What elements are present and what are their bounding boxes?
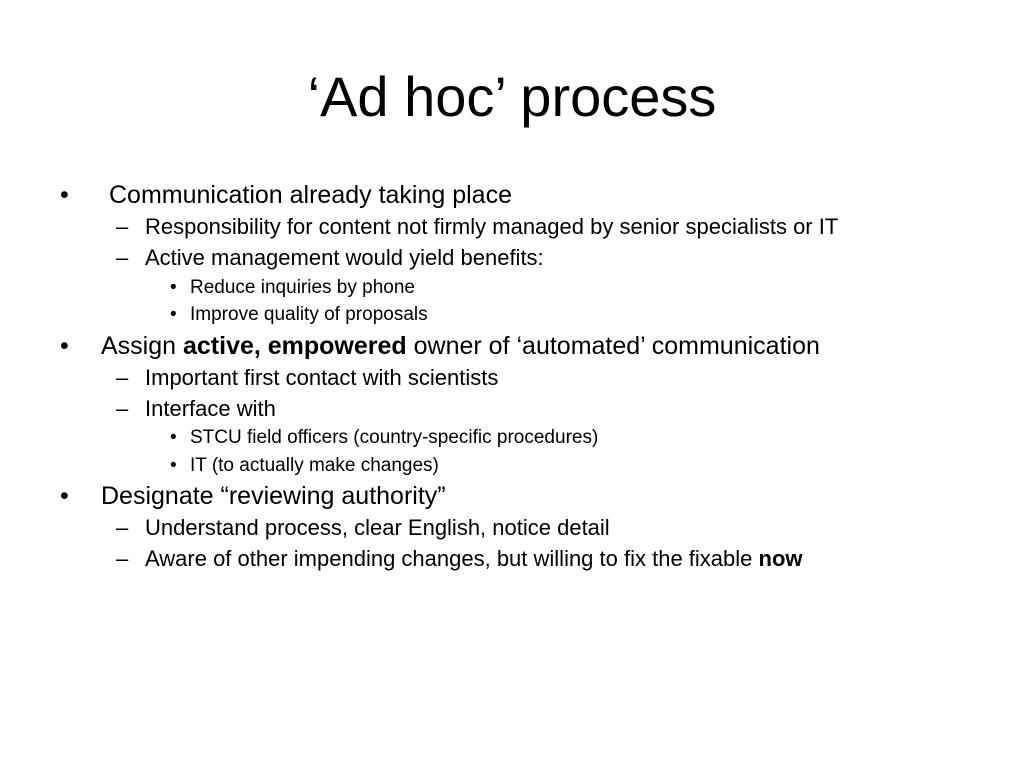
bullet-dash-icon: –: [116, 515, 129, 540]
list-item-level2: Active management would yield benefits:: [145, 245, 544, 270]
list-item-level1: Communication already taking place: [109, 181, 512, 209]
slide-title: ‘Ad hoc’ process: [307, 65, 717, 128]
emphasis-text: active, empowered: [182, 332, 407, 360]
emphasis-text: now: [758, 546, 803, 571]
text-run: owner of ‘automated’ communication: [406, 332, 820, 360]
list-item-level1: [101, 331, 820, 361]
list-item-level2: Interface with: [145, 396, 276, 421]
list-item-level3: STCU field officers (country-specific procedures): [190, 427, 599, 448]
list-item-level2: Responsibility for content not firmly managed by senior specialists or IT: [145, 214, 839, 239]
text-run: Assign: [101, 332, 183, 360]
bullet-dash-icon: –: [116, 396, 129, 421]
bullet-dot-icon: •: [60, 181, 69, 209]
bullet-dash-icon: –: [116, 245, 129, 270]
bullet-dot-icon: •: [170, 304, 177, 325]
bullet-dash-icon: –: [116, 546, 129, 571]
list-item-level3: Improve quality of proposals: [190, 304, 428, 325]
list-item-level2: Important first contact with scientists: [145, 365, 499, 390]
text-run: Aware of other impending changes, but willing to fix the fixable: [145, 546, 759, 571]
bullet-dot-icon: •: [170, 455, 177, 476]
bullet-dash-icon: –: [116, 214, 129, 239]
bullet-dash-icon: –: [116, 365, 129, 390]
list-item-level2: [145, 545, 803, 573]
bullet-dot-icon: •: [170, 427, 177, 448]
list-item-level1: Designate “reviewing authority”: [101, 482, 446, 510]
bullet-dot-icon: •: [170, 277, 177, 298]
list-item-level3: IT (to actually make changes): [190, 455, 439, 476]
bullet-dot-icon: •: [60, 332, 69, 360]
list-item-level2: Understand process, clear English, notice detail: [145, 515, 610, 540]
bullet-dot-icon: •: [60, 482, 69, 510]
list-item-level3: Reduce inquiries by phone: [190, 277, 415, 298]
